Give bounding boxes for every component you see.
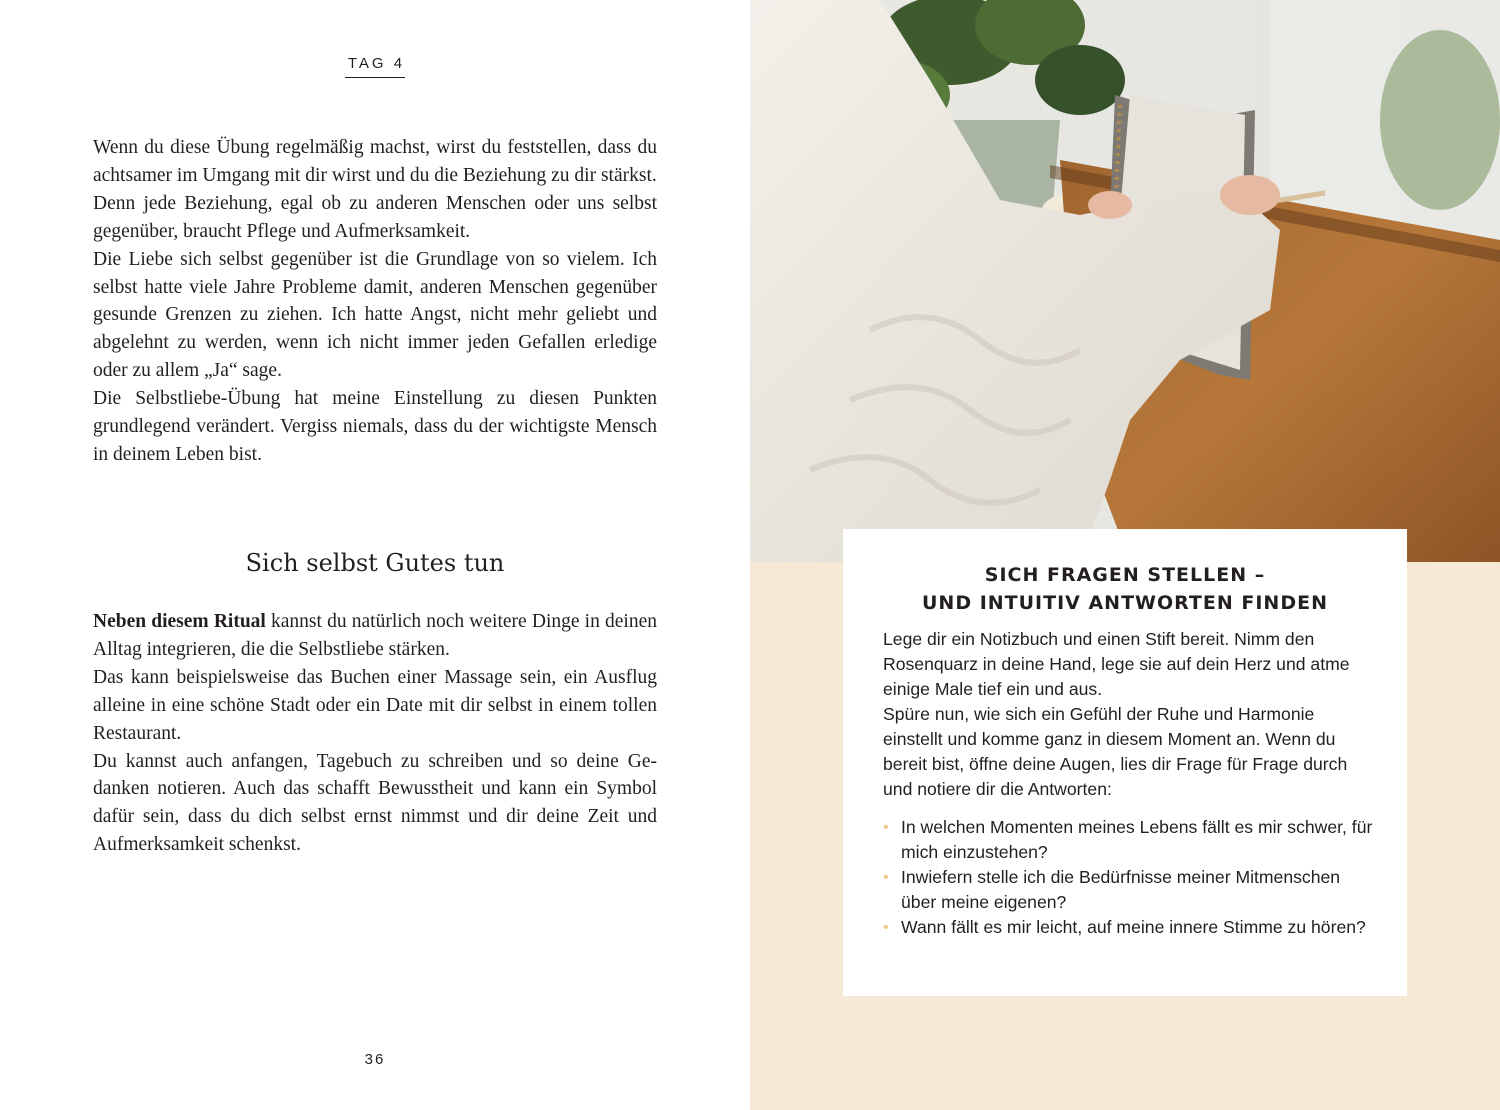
lead-text: Neben diesem Ritual — [93, 611, 266, 632]
bullet-icon: • — [883, 869, 889, 886]
paragraph: Die Selbstliebe-Übung hat meine Einstellung zu diesen Punkten grundlegend verändert. Vergiss niemals, dass du der wichtigste Mensch in deinem Leben bist. — [93, 388, 657, 465]
question-list — [883, 815, 1373, 940]
paragraph: Das kann beispielsweise das Buchen einer Massage sein, ein Ausflug alleine in eine schöne Stadt oder ein Date mit dir selbst in einem tollen Restaurant. — [93, 666, 657, 744]
body-text-block-1 — [93, 134, 657, 469]
day-label: TAG 4 — [0, 55, 750, 78]
body-text-block-2 — [93, 608, 657, 859]
paragraph: Du kannst auch anfangen, Tagebuch zu schreiben und so deine Gedanken notieren. Auch das schafft Bewusstheit und kann ein Symbol dafür sein, dass du dich selbst ernst nimmst und dir deine Zeit und Aufmerksamkeit schenkst. — [93, 750, 657, 856]
section-heading: Sich selbst Gutes tun — [245, 549, 505, 577]
paragraph: Denn jede Beziehung, egal ob zu anderen Menschen oder uns selbst gegenüber, braucht Pflege und Aufmerksamkeit. — [93, 192, 657, 242]
paragraph: Die Liebe sich selbst gegenüber ist die Grundlage von so vielem. Ich selbst hatte viele Jahre Probleme damit, anderen Menschen gegenüber gesunde Grenzen zu ziehen. Ich hatte Angst, nicht mehr geliebt und abgelehnt zu werden, wenn ich nicht immer jeden Gefallen erledige oder zu allem „Ja“ sage. — [93, 248, 657, 382]
box-paragraph: Lege dir ein Notizbuch und einen Stift bereit. Nimm den Rosenquarz in deine Hand, lege sie auf dein Herz und atme einige Male tief ein und aus. — [883, 629, 1350, 699]
photo-illustration — [750, 0, 1500, 562]
lead-rest-text: kannst du natürlich noch weitere Dinge in deinen Alltag integrieren, die die Selbstliebe stärken. — [93, 611, 657, 660]
bullet-icon: • — [883, 819, 889, 836]
question-item: • In welchen Momenten meines Lebens fällt es mir schwer, für mich einzustehen? — [883, 817, 1373, 862]
question-item: • Inwiefern stelle ich die Bedürfnisse meiner Mitmenschen über meine eigenen? — [883, 867, 1341, 912]
bullet-icon: • — [883, 919, 889, 936]
photo-person-writing-in-notebook — [750, 0, 1500, 562]
box-title-line-2: UND INTUITIV ANTWORTEN FINDEN — [921, 592, 1328, 614]
paragraph — [93, 608, 657, 664]
page-number: 36 — [364, 1051, 386, 1068]
paragraph: Wenn du diese Übung regelmäßig machst, wirst du feststellen, dass du achtsamer im Umgang mit dir wirst und du die Beziehung zu dir stärkst. — [93, 137, 657, 186]
box-title-line-1: SICH FRAGEN STELLEN – — [984, 564, 1266, 586]
exercise-info-box — [843, 529, 1407, 996]
box-paragraph: Spüre nun, wie sich ein Gefühl der Ruhe und Harmonie einstellt und komme ganz in diesem Moment an. Wenn du bereit bist, öffne deine Augen, lies dir Frage für Frage durch und notiere dir die Antworten: — [883, 704, 1348, 799]
question-item: • Wann fällt es mir leicht, auf meine innere Stimme zu hören? — [883, 915, 1373, 940]
box-body-text — [883, 627, 1373, 802]
box-title — [843, 561, 1407, 617]
